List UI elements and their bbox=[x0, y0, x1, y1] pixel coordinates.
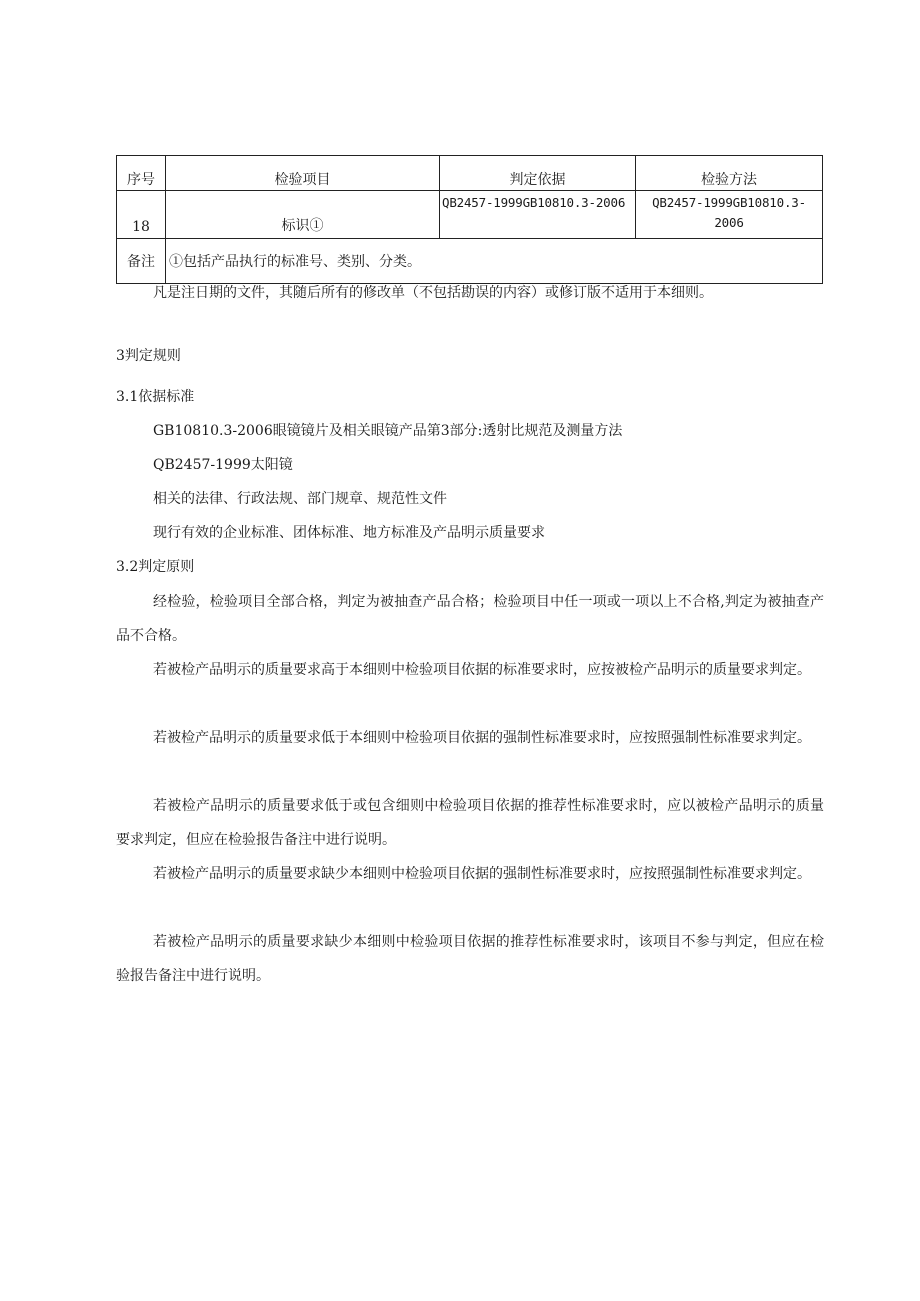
row-serial-no: 18 bbox=[117, 191, 166, 239]
row-judgment-basis: QB2457-1999GB10810.3-2006 bbox=[440, 191, 636, 239]
rule-2-text: 若被检产品明示的质量要求高于本细则中检验项目依据的标准要求时，应按被检产品明示的质量要求判定。 bbox=[153, 662, 811, 678]
header-serial-no: 序号 bbox=[117, 156, 166, 191]
rule-paragraph-4 bbox=[116, 789, 824, 857]
table-row bbox=[117, 191, 823, 239]
method-line-2: 2006 bbox=[714, 215, 744, 230]
rule-5-text: 若被检产品明示的质量要求缺少本细则中检验项目依据的强制性标准要求时，应按照强制性标准要求判定。 bbox=[153, 866, 811, 882]
section-heading-3: 3判定规则 bbox=[116, 348, 181, 364]
dated-reference-note: 凡是注日期的文件，其随后所有的修改单（不包括勘误的内容）或修订版不适用于本细则。 bbox=[153, 285, 713, 301]
section-heading-3-2: 3.2判定原则 bbox=[116, 559, 195, 575]
rule-paragraph-3 bbox=[116, 721, 824, 755]
method-line-1: QB2457-1999GB10810.3- bbox=[652, 195, 806, 210]
note-text: ①包括产品执行的标准号、类别、分类。 bbox=[166, 239, 823, 284]
rule-6-text: 若被检产品明示的质量要求缺少本细则中检验项目依据的推荐性标准要求时，该项目不参与判定，但应在检验报告备注中进行说明。 bbox=[116, 934, 824, 984]
rule-3-text: 若被检产品明示的质量要求低于本细则中检验项目依据的强制性标准要求时，应按照强制性标准要求判定。 bbox=[153, 730, 811, 746]
header-judgment-basis: 判定依据 bbox=[440, 156, 636, 191]
note-label: 备注 bbox=[117, 239, 166, 284]
inspection-table bbox=[116, 155, 823, 284]
rule-paragraph-5 bbox=[116, 857, 824, 891]
table-header-row bbox=[117, 156, 823, 191]
table-note-row bbox=[117, 239, 823, 284]
rule-4-text: 若被检产品明示的质量要求低于或包含细则中检验项目依据的推荐性标准要求时，应以被检产品明示的质量要求判定，但应在检验报告备注中进行说明。 bbox=[116, 798, 824, 848]
row-inspection-method bbox=[636, 191, 823, 239]
standard-item-3: 相关的法律、行政法规、部门规章、规范性文件 bbox=[153, 491, 447, 507]
row-inspection-item: 标识① bbox=[166, 191, 440, 239]
rule-paragraph-2 bbox=[116, 653, 824, 687]
rule-1-text: 经检验，检验项目全部合格，判定为被抽查产品合格；检验项目中任一项或一项以上不合格,判定为被抽查产品不合格。 bbox=[116, 594, 824, 644]
standard-item-2: QB2457-1999太阳镜 bbox=[153, 457, 293, 473]
section-heading-3-1: 3.1依据标准 bbox=[116, 389, 195, 405]
header-inspection-method: 检验方法 bbox=[636, 156, 823, 191]
header-inspection-item: 检验项目 bbox=[166, 156, 440, 191]
rule-paragraph-6 bbox=[116, 925, 824, 993]
standard-item-1: GB10810.3-2006眼镜镜片及相关眼镜产品第3部分:透射比规范及测量方法 bbox=[153, 423, 623, 439]
standard-item-4: 现行有效的企业标准、团体标准、地方标准及产品明示质量要求 bbox=[153, 525, 545, 541]
rule-paragraph-1 bbox=[116, 585, 824, 653]
